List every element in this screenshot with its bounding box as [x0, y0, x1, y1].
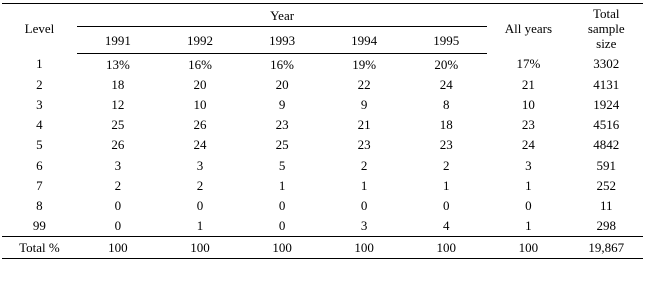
table-row [2, 175, 643, 195]
value-cell: 23 [439, 137, 453, 153]
sample-size-cell: 4131 [593, 76, 620, 92]
value-cell: 0 [443, 197, 450, 213]
table-row [2, 115, 643, 135]
level-cell: 2 [36, 76, 43, 92]
sample-size-cell: 11 [599, 197, 613, 213]
value-cell: 3 [196, 157, 204, 173]
value-cell: 21 [357, 117, 371, 133]
table-row [2, 74, 643, 94]
value-cell: 0 [114, 218, 122, 234]
all-years-cell: 10 [521, 96, 535, 112]
total-value-cell: 100 [323, 236, 405, 258]
value-cell: 25 [111, 117, 125, 133]
year-header-1993: 1993 [241, 27, 323, 54]
value-cell: 0 [196, 197, 204, 213]
value-cell: 19% [352, 56, 377, 72]
table-row [2, 94, 643, 114]
sample-size-cell: 3302 [593, 56, 620, 72]
level-cell: 6 [36, 157, 43, 173]
total-value-cell: 100 [241, 236, 323, 258]
total-label-cell: Total % [2, 236, 77, 258]
value-cell: 23 [275, 117, 289, 133]
all-years-cell: 21 [521, 76, 535, 92]
total-sample-size-cell: 19,867 [570, 236, 644, 258]
value-cell: 26 [111, 137, 125, 153]
value-cell: 2 [196, 177, 204, 193]
all-years-cell: 1 [525, 177, 532, 193]
total-row [2, 236, 643, 258]
level-by-year-table [2, 3, 643, 259]
value-cell: 1 [360, 177, 368, 193]
total-sample-size-header-line: size [596, 36, 617, 52]
value-cell: 0 [360, 197, 368, 213]
total-sample-size-header-line: sample [587, 21, 625, 37]
year-header-1995: 1995 [405, 27, 487, 54]
table-row [2, 216, 643, 237]
all-years-cell: 0 [525, 197, 532, 213]
value-cell: 25 [275, 137, 289, 153]
value-cell: 10 [193, 96, 207, 112]
value-cell: 1 [278, 177, 286, 193]
value-cell: 8 [443, 96, 450, 112]
table-row [2, 135, 643, 155]
total-value-cell: 100 [405, 236, 487, 258]
sample-size-cell: 4842 [593, 137, 620, 153]
table-row [2, 54, 643, 75]
value-cell: 13% [105, 56, 130, 72]
value-cell: 0 [278, 218, 286, 234]
total-all-years-cell: 100 [487, 236, 569, 258]
level-cell: 4 [36, 117, 43, 133]
sample-size-cell: 298 [596, 218, 616, 234]
value-cell: 24 [193, 137, 207, 153]
value-cell: 26 [193, 117, 207, 133]
value-cell: 3 [114, 157, 122, 173]
value-cell: 24 [439, 76, 453, 92]
value-cell: 23 [357, 137, 371, 153]
value-cell: 16% [270, 56, 294, 72]
sample-size-cell: 252 [596, 177, 616, 193]
value-cell: 18 [111, 76, 125, 92]
value-cell: 20% [434, 56, 459, 72]
value-cell: 5 [278, 157, 286, 173]
level-cell: 3 [36, 96, 43, 112]
all-years-cell: 3 [525, 157, 532, 173]
year-header-1991: 1991 [77, 27, 159, 54]
year-group-header: Year [77, 4, 487, 27]
value-cell: 12 [111, 96, 125, 112]
total-sample-size-header-line: Total [592, 6, 620, 22]
all-years-header: All years [487, 4, 569, 54]
year-header-1992: 1992 [159, 27, 241, 54]
all-years-cell: 1 [525, 218, 532, 234]
value-cell: 9 [360, 96, 368, 112]
value-cell: 0 [278, 197, 286, 213]
level-cell: 1 [36, 56, 43, 72]
table-row [2, 195, 643, 215]
value-cell: 22 [357, 76, 371, 92]
sample-size-cell: 4516 [593, 117, 620, 133]
value-cell: 1 [443, 177, 450, 193]
level-cell: 99 [32, 218, 46, 234]
value-cell: 2 [114, 177, 122, 193]
table-row [2, 155, 643, 175]
sample-size-cell: 1924 [593, 96, 620, 112]
all-years-cell: 17% [516, 56, 541, 72]
level-cell: 8 [36, 197, 43, 213]
year-header-1994: 1994 [323, 27, 405, 54]
value-cell: 18 [439, 117, 453, 133]
value-cell: 20 [193, 76, 207, 92]
level-cell: 5 [36, 137, 43, 153]
value-cell: 0 [114, 197, 122, 213]
all-years-cell: 24 [521, 137, 535, 153]
total-value-cell: 100 [159, 236, 241, 258]
value-cell: 1 [196, 218, 204, 234]
value-cell: 9 [278, 96, 286, 112]
value-cell: 2 [360, 157, 368, 173]
all-years-cell: 23 [521, 117, 535, 133]
total-sample-size-header [570, 4, 644, 54]
sample-size-cell: 591 [596, 157, 616, 173]
total-value-cell: 100 [77, 236, 159, 258]
level-header: Level [2, 4, 77, 54]
value-cell: 20 [275, 76, 289, 92]
value-cell: 4 [443, 218, 450, 234]
value-cell: 2 [443, 157, 450, 173]
value-cell: 16% [188, 56, 212, 72]
value-cell: 3 [360, 218, 368, 234]
level-cell: 7 [36, 177, 43, 193]
